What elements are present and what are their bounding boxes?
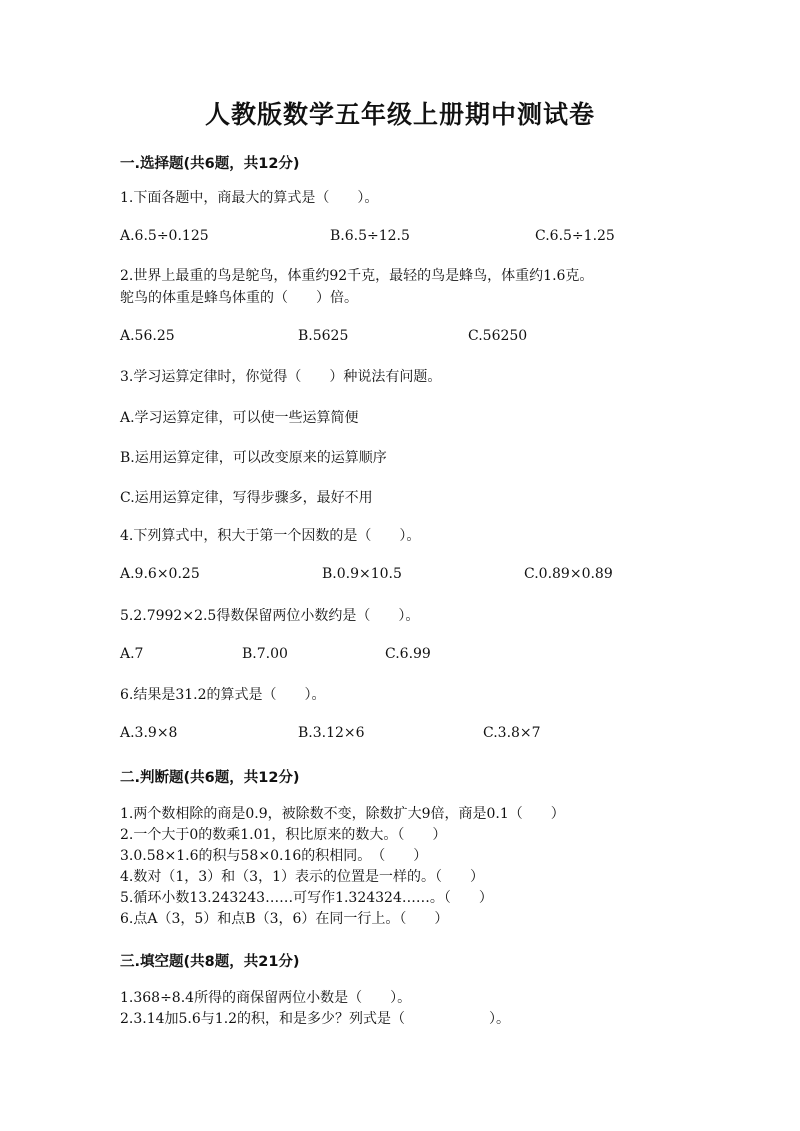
question-2-line-1: 2.世界上最重的鸟是鸵鸟，体重约92千克，最轻的鸟是蜂鸟，体重约1.6克。	[120, 268, 594, 284]
q4-option-b: B.0.9×10.5	[322, 566, 402, 582]
q6-option-c: C.3.8×7	[483, 725, 541, 741]
q5-option-a: A.7	[120, 646, 144, 662]
q1-option-c: C.6.5÷1.25	[535, 228, 615, 244]
q3-option-b: B.运用运算定律，可以改变原来的运算顺序	[120, 450, 387, 466]
judgement-item-3: 3.0.58×1.6的积与58×0.16的积相同。 （ ）	[120, 848, 428, 864]
q4-option-c: C.0.89×0.89	[524, 566, 613, 582]
q5-option-c: C.6.99	[385, 646, 431, 662]
q6-option-a: A.3.9×8	[120, 725, 178, 741]
judgement-item-6: 6.点A（3，5）和点B（3，6）在同一行上。（ ）	[120, 911, 449, 927]
fill-blank-item-2: 2.3.14加5.6与1.2的积，和是多少？列式是（ ）。	[120, 1011, 511, 1027]
section-heading-fill-blank: 三.填空题(共8题，共21分)	[120, 954, 300, 970]
section-heading-choice: 一.选择题(共6题，共12分)	[120, 156, 300, 172]
page-title: 人教版数学五年级上册期中测试卷	[204, 100, 595, 129]
question-4: 4.下列算式中，积大于第一个因数的是（ ）。	[120, 528, 421, 544]
q2-option-a: A.56.25	[120, 328, 175, 344]
judgement-item-5: 5.循环小数13.243243……可写作1.324324……。（ ）	[120, 890, 493, 906]
question-1: 1.下面各题中，商最大的算式是（ ）。	[120, 190, 379, 206]
q6-option-b: B.3.12×6	[298, 725, 365, 741]
question-3: 3.学习运算定律时，你觉得（ ）种说法有问题。	[120, 369, 442, 385]
question-6: 6.结果是31.2的算式是（ ）。	[120, 687, 326, 703]
question-2-line-2: 鸵鸟的体重是蜂鸟体重的（ ）倍。	[120, 290, 358, 306]
fill-blank-item-1: 1.368÷8.4所得的商保留两位小数是（ ）。	[120, 990, 412, 1006]
q3-option-c: C.运用运算定律，写得步骤多，最好不用	[120, 490, 373, 506]
q4-option-a: A.9.6×0.25	[120, 566, 200, 582]
judgement-item-2: 2.一个大于0的数乘1.01，积比原来的数大。（ ）	[120, 827, 447, 843]
section-heading-judgement: 二.判断题(共6题，共12分)	[120, 770, 300, 786]
q3-option-a: A.学习运算定律，可以使一些运算简便	[120, 410, 359, 426]
question-5: 5.2.7992×2.5得数保留两位小数约是（ ）。	[120, 608, 420, 624]
q2-option-c: C.56250	[468, 328, 528, 344]
q2-option-b: B.5625	[298, 328, 349, 344]
q1-option-a: A.6.5÷0.125	[120, 228, 209, 244]
q1-option-b: B.6.5÷12.5	[330, 228, 410, 244]
judgement-item-4: 4.数对（1，3）和（3，1）表示的位置是一样的。（ ）	[120, 869, 484, 885]
q5-option-b: B.7.00	[242, 646, 288, 662]
judgement-item-1: 1.两个数相除的商是0.9，被除数不变，除数扩大9倍，商是0.1（ ）	[120, 806, 565, 822]
